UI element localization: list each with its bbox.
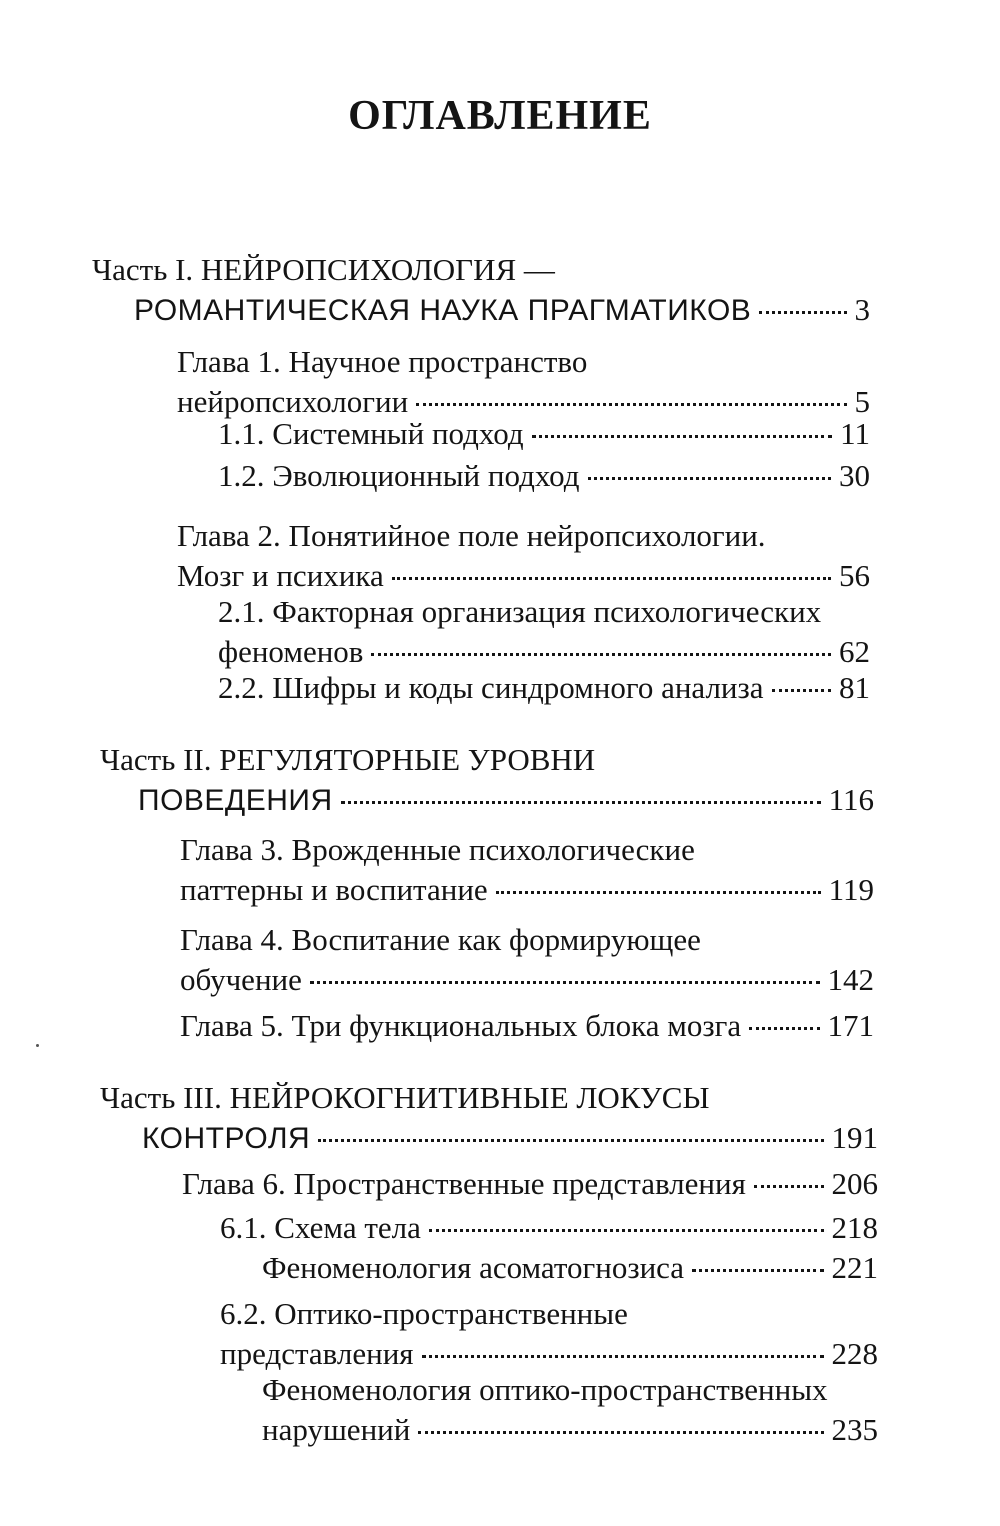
page-number: 62 bbox=[839, 634, 870, 669]
toc-entry-part-2 bbox=[100, 740, 874, 821]
toc-entry-text: 1.1. Системный подход bbox=[218, 416, 524, 451]
page-number: 228 bbox=[831, 1336, 878, 1371]
toc-entry-chapter-5 bbox=[180, 1006, 874, 1046]
page-number: 5 bbox=[854, 384, 870, 419]
dot-leader bbox=[754, 1185, 824, 1188]
toc-entry-text: Глава 5. Три функциональных блока мозга bbox=[180, 1008, 742, 1043]
toc-entry-text: 6.2. Оптико-пространственные bbox=[220, 1296, 628, 1331]
toc-entry-text: обучение bbox=[180, 962, 302, 997]
toc-entry-chapter-6 bbox=[182, 1164, 878, 1204]
dot-leader bbox=[310, 981, 820, 984]
toc-entry-text: КОНТРОЛЯ bbox=[142, 1122, 311, 1155]
toc-entry-text: Глава 6. Пространственные представления bbox=[182, 1166, 746, 1201]
toc-entry-part-3 bbox=[100, 1078, 878, 1159]
dot-leader bbox=[496, 891, 821, 894]
stray-mark bbox=[36, 1044, 39, 1047]
toc-entry-text: Часть III. НЕЙРОКОГНИТИВНЫЕ ЛОКУСЫ bbox=[100, 1080, 710, 1115]
page-number: 116 bbox=[828, 782, 874, 817]
toc-entry-section-2-2 bbox=[218, 668, 870, 708]
dot-leader bbox=[416, 403, 846, 406]
page-number: 11 bbox=[840, 416, 870, 451]
toc-entry-section-6-1 bbox=[220, 1208, 878, 1248]
toc-entry-text: Глава 3. Врожденные психологические bbox=[180, 832, 695, 867]
toc-entry-text: 1.2. Эволюционный подход bbox=[218, 458, 580, 493]
toc-entry-text: паттерны и воспитание bbox=[180, 872, 488, 907]
toc-entry-chapter-2 bbox=[177, 516, 870, 596]
toc-entry-text: Часть II. РЕГУЛЯТОРНЫЕ УРОВНИ bbox=[100, 742, 596, 777]
page-number: 81 bbox=[839, 670, 870, 705]
page-number: 235 bbox=[831, 1412, 878, 1447]
dot-leader bbox=[392, 577, 831, 580]
dot-leader bbox=[532, 435, 833, 438]
toc-entry-text: феноменов bbox=[218, 634, 364, 669]
dot-leader bbox=[341, 801, 821, 804]
toc-entry-subsection-optic-spatial bbox=[262, 1370, 878, 1450]
toc-entry-text: ПОВЕДЕНИЯ bbox=[138, 784, 333, 817]
dot-leader bbox=[772, 689, 831, 692]
dot-leader bbox=[418, 1431, 823, 1434]
page-number: 30 bbox=[839, 458, 870, 493]
toc-entry-text: Феноменология оптико-пространственных bbox=[262, 1372, 828, 1407]
page-number: 119 bbox=[828, 872, 874, 907]
dot-leader bbox=[692, 1269, 823, 1272]
dot-leader bbox=[749, 1027, 819, 1030]
toc-entry-subsection-asomatognosis bbox=[262, 1248, 878, 1288]
toc-entry-text: нарушений bbox=[262, 1412, 411, 1447]
dot-leader bbox=[371, 653, 831, 656]
dot-leader bbox=[759, 311, 846, 314]
toc-entry-text: Глава 1. Научное пространство bbox=[177, 344, 588, 379]
toc-entry-section-6-2 bbox=[220, 1294, 878, 1374]
page-number: 221 bbox=[831, 1250, 878, 1285]
toc-entry-section-1-2 bbox=[218, 456, 870, 496]
dot-leader bbox=[422, 1355, 824, 1358]
toc-entry-chapter-3 bbox=[180, 830, 874, 910]
toc-entry-text: РОМАНТИЧЕСКАЯ НАУКА ПРАГМАТИКОВ bbox=[134, 294, 752, 327]
toc-entry-text: 2.1. Факторная организация психологических bbox=[218, 594, 822, 629]
page-number: 3 bbox=[854, 292, 870, 327]
page-title: ОГЛАВЛЕНИЕ bbox=[348, 93, 652, 139]
toc-entry-text: Глава 2. Понятийное поле нейропсихологии. bbox=[177, 518, 766, 553]
toc-entry-text: Часть I. НЕЙРОПСИХОЛОГИЯ — bbox=[92, 252, 555, 287]
toc-entry-part-1 bbox=[92, 250, 870, 331]
page-number: 142 bbox=[827, 962, 874, 997]
toc-entry-text: Мозг и психика bbox=[177, 558, 384, 593]
toc-entry-text: Феноменология асоматогнозиса bbox=[262, 1250, 685, 1285]
toc-entry-text: нейропсихологии bbox=[177, 384, 409, 419]
page-number: 206 bbox=[831, 1166, 878, 1201]
toc-entry-chapter-1 bbox=[177, 342, 870, 422]
toc-entry-section-2-1 bbox=[218, 592, 870, 672]
page-number: 191 bbox=[831, 1120, 878, 1155]
dot-leader bbox=[318, 1139, 823, 1142]
page-number: 218 bbox=[831, 1210, 878, 1245]
toc-entry-text: 6.1. Схема тела bbox=[220, 1210, 421, 1245]
toc-entry-text: представления bbox=[220, 1336, 414, 1371]
toc-entry-text: Глава 4. Воспитание как формирующее bbox=[180, 922, 701, 957]
toc-entry-chapter-4 bbox=[180, 920, 874, 1000]
page-number: 171 bbox=[827, 1008, 874, 1043]
toc-entry-section-1-1 bbox=[218, 414, 870, 454]
dot-leader bbox=[429, 1229, 824, 1232]
page-number: 56 bbox=[839, 558, 870, 593]
toc-entry-text: 2.2. Шифры и коды синдромного анализа bbox=[218, 670, 764, 705]
dot-leader bbox=[588, 477, 831, 480]
